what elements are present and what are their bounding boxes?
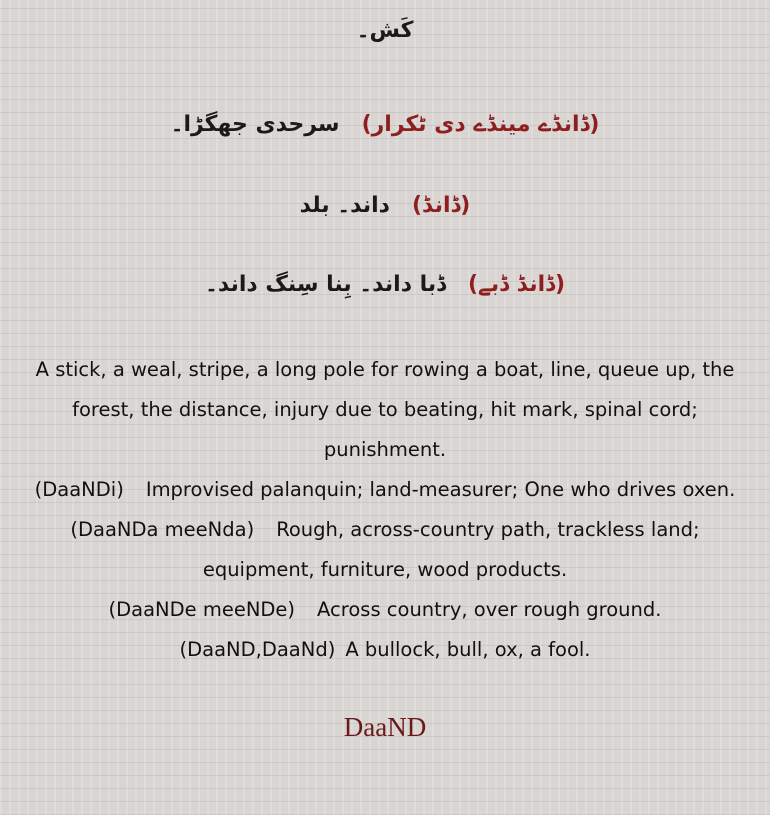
urdu-text: داند۔ بلد [299, 193, 390, 218]
urdu-text: کَش۔ [356, 18, 414, 43]
entry-term: (DaaNDe meeNDe) [108, 598, 296, 621]
entry-definition: Across country, over rough ground. [317, 598, 662, 621]
definition-entry [12, 470, 758, 510]
entry-term: (DaaNDa meeNda) [70, 518, 255, 541]
urdu-text: ڈبا داند۔ بِنا سِنگ داند۔ [204, 272, 446, 297]
definition-main: A stick, a weal, stripe, a long pole for rowing a boat, line, queue up, the forest, the distance, injury due to beating, hit mark, spinal cord; punishment. [35, 358, 735, 461]
definition-entry [12, 590, 758, 630]
entry-definition: A bullock, bull, ox, a fool. [345, 638, 591, 661]
urdu-line-4 [0, 272, 770, 297]
urdu-line-1 [0, 18, 770, 43]
headword: DaaND [343, 712, 427, 742]
entry-definition: Improvised palanquin; land-measurer; One who drives oxen. [145, 478, 736, 501]
urdu-line-3 [0, 193, 770, 218]
entry-term: (DaaND,DaaNd) [179, 638, 336, 661]
entry-term: (DaaNDi) [34, 478, 124, 501]
urdu-text: سرحدی جھگڑا۔ [170, 112, 340, 137]
english-definitions [12, 350, 758, 670]
urdu-term: (ڈانڈ) [411, 193, 471, 218]
urdu-term: (ڈانڈے مینڈے دی ٹکرار) [361, 112, 600, 137]
entry-definition: Rough, across-country path, trackless land; equipment, furniture, wood products. [202, 518, 700, 581]
definition-entry [12, 510, 758, 590]
definition-entry [12, 630, 758, 670]
urdu-line-2 [0, 112, 770, 137]
urdu-term: (ڈانڈ ڈبے) [467, 272, 565, 297]
